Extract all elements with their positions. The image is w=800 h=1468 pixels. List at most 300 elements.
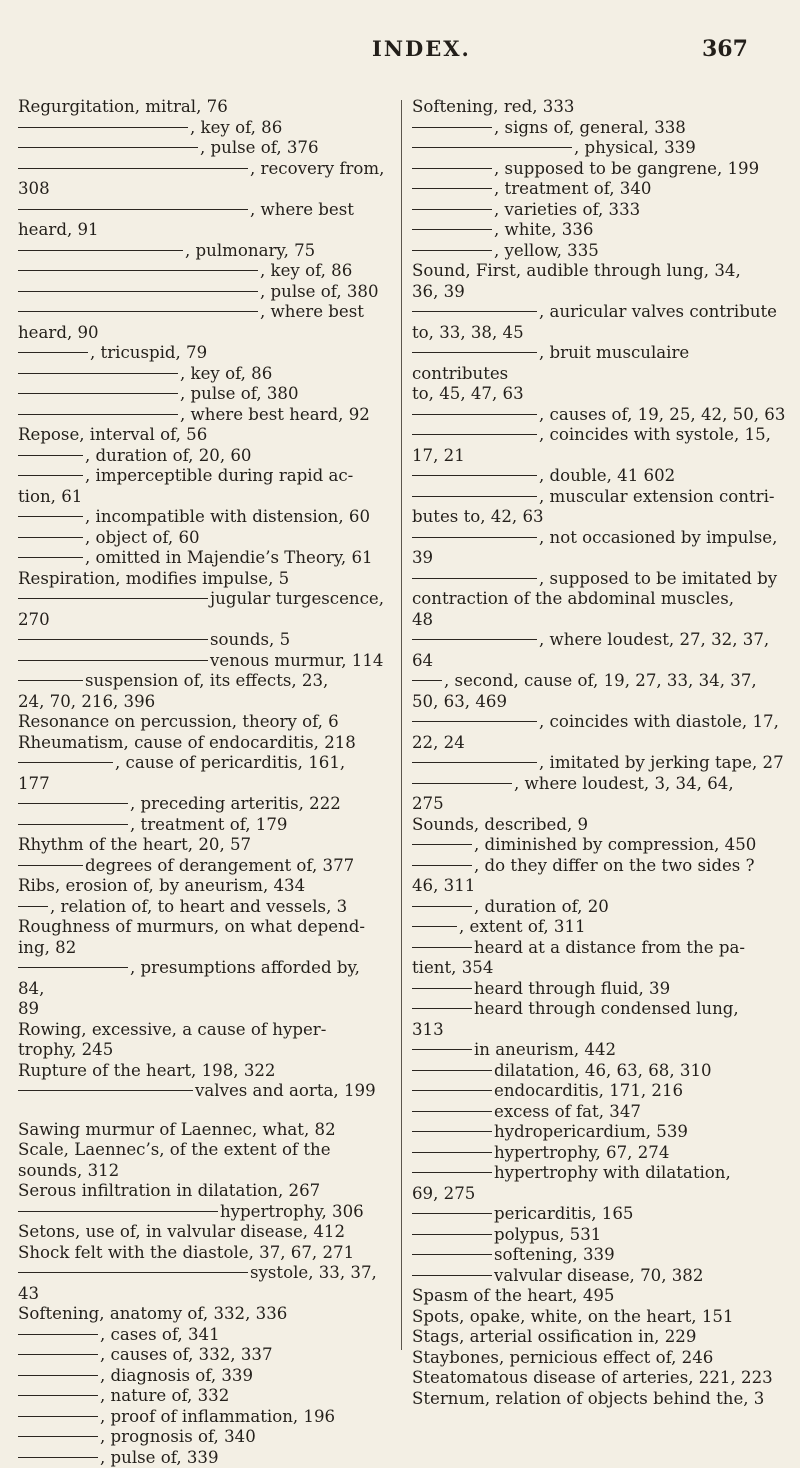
index-entry [18,917,390,938]
index-subentry [412,917,790,938]
ditto-rule [412,1131,492,1132]
entry-text: , diminished by compression, 450 [474,835,756,854]
entry-text: trophy, 245 [18,1040,113,1059]
index-subentry [412,1245,790,1266]
entry-text: 69, 275 [412,1184,475,1203]
ditto-rule [412,352,537,353]
entry-text: , bruit musculaire contributes [412,343,689,383]
ditto-rule [412,147,572,148]
ditto-rule [18,762,113,763]
entry-text: , where loudest, 27, 32, 37, 64 [412,630,769,670]
index-subentry [412,1266,790,1287]
index-entry-continuation [412,733,790,754]
ditto-rule [18,250,183,251]
entry-text: valvular disease, 70, 382 [494,1266,703,1285]
entry-text: , omitted in Majendie’s Theory, 61 [85,548,373,567]
entry-text: , proof of inflammation, 196 [100,1407,335,1426]
index-entry [18,1222,390,1243]
ditto-rule [412,414,537,415]
entry-text: polypus, 531 [494,1225,601,1244]
ditto-rule [18,1211,218,1212]
index-subentry [18,1448,390,1468]
index-subentry [412,753,790,774]
index-subentry [412,179,790,200]
index-entry-continuation [18,999,390,1020]
index-entry [412,97,790,118]
ditto-rule [412,434,537,435]
ditto-rule [412,783,512,784]
index-entry-continuation [412,794,790,815]
entry-text: tient, 354 [412,958,493,977]
entry-text: softening, 339 [494,1245,615,1264]
ditto-rule [412,1254,492,1255]
entry-text: excess of fat, 347 [494,1102,641,1121]
ditto-rule [412,475,537,476]
entry-text: Respiration, modifies impulse, 5 [18,569,289,588]
index-subentry [18,589,390,610]
entry-text: , white, 336 [494,220,593,239]
entry-text: heard through fluid, 39 [474,979,670,998]
ditto-rule [412,168,492,169]
index-entry-continuation [18,1161,390,1182]
index-subentry [18,1427,390,1448]
entry-text: Setons, use of, in valvular disease, 412 [18,1222,345,1241]
ditto-rule [18,803,128,804]
index-subentry [412,999,790,1020]
ditto-rule [18,1090,193,1091]
index-entry-continuation [412,446,790,467]
entry-text: , key of, 86 [190,118,282,137]
entry-text: , pulse of, 380 [260,282,379,301]
index-subentry [18,302,390,343]
entry-text: , treatment of, 340 [494,179,651,198]
index-entry [18,97,390,118]
entry-text: 46, 311 [412,876,475,895]
entry-text: , do they differ on the two sides ? [474,856,755,875]
entry-text: , presumptions afforded by, 84, [18,958,360,998]
index-entry [412,1307,790,1328]
index-subentry [412,630,790,671]
ditto-rule [412,209,492,210]
entry-text: Ribs, erosion of, by aneurism, 434 [18,876,305,895]
index-entry-continuation [412,1184,790,1205]
ditto-rule [18,967,128,968]
ditto-rule [18,557,83,558]
index-subentry [412,466,790,487]
index-entry [412,1286,790,1307]
entry-text: to, 33, 38, 45 [412,323,524,342]
entry-text: , prognosis of, 340 [100,1427,256,1446]
index-entry [18,569,390,590]
index-subentry [18,282,390,303]
entry-text: , causes of, 19, 25, 42, 50, 63 [539,405,785,424]
entry-text: , diagnosis of, 339 [100,1366,253,1385]
index-entry [18,876,390,897]
index-entry-continuation [18,938,390,959]
ditto-rule [18,1375,98,1376]
entry-text: , treatment of, 179 [130,815,287,834]
page-number: 367 [702,36,748,62]
index-subentry [412,979,790,1000]
entry-text: , pulmonary, 75 [185,241,315,260]
index-subentry [18,528,390,549]
entry-text: , where best heard, 91 [18,200,354,240]
index-entry [18,1120,390,1141]
index-subentry [18,1263,390,1304]
index-entry-continuation [412,589,790,610]
ditto-rule [412,988,472,989]
index-entry [18,1020,390,1041]
index-column-right [412,97,790,1409]
entry-text: butes to, 42, 63 [412,507,544,526]
entry-text: 313 [412,1020,444,1039]
index-subentry [18,466,390,487]
entry-text: , object of, 60 [85,528,200,547]
entry-text: 17, 21 [412,446,465,465]
index-subentry [412,1102,790,1123]
ditto-rule [412,1152,492,1153]
ditto-rule [18,291,258,292]
entry-text: , cases of, 341 [100,1325,220,1344]
index-subentry [18,753,390,774]
ditto-rule [18,373,178,374]
index-subentry [18,343,390,364]
entry-text: Rupture of the heart, 198, 322 [18,1061,276,1080]
index-subentry [412,1040,790,1061]
entry-text: , causes of, 332, 337 [100,1345,273,1364]
index-subentry [412,1081,790,1102]
ditto-rule [18,1395,98,1396]
entry-text: , imitated by jerking tape, 27 [539,753,784,772]
index-entry [412,815,790,836]
index-subentry [412,118,790,139]
index-subentry [18,671,390,692]
index-entry [18,1140,390,1161]
ditto-rule [412,229,492,230]
entry-text: Roughness of murmurs, on what depend- [18,917,365,936]
entry-text: , muscular extension contri- [539,487,775,506]
ditto-rule [18,475,83,476]
entry-text: to, 45, 47, 63 [412,384,524,403]
index-subentry [18,405,390,426]
entry-text: degrees of derangement of, 377 [85,856,354,875]
entry-text: Shock felt with the diastole, 37, 67, 271 [18,1243,354,1262]
entry-text: Sound, First, audible through lung, 34, [412,261,741,280]
index-subentry [18,1081,390,1102]
index-subentry [412,405,790,426]
entry-text: , yellow, 335 [494,241,599,260]
index-entry [18,425,390,446]
ditto-rule [18,598,208,599]
entry-text: 48 [412,610,433,629]
index-entry [18,835,390,856]
index-subentry [412,1204,790,1225]
index-subentry [18,1366,390,1387]
ditto-rule [18,1354,98,1355]
index-subentry [18,364,390,385]
entry-text: , physical, 339 [574,138,696,157]
ditto-rule [18,680,83,681]
entry-text: ing, 82 [18,938,76,957]
entry-text: contraction of the abdominal muscles, [412,589,734,608]
index-entry-continuation [18,610,390,631]
entry-text: 24, 70, 216, 396 [18,692,155,711]
entry-text: in aneurism, 442 [474,1040,616,1059]
entry-text: Resonance on percussion, theory of, 6 [18,712,339,731]
index-subentry [18,241,390,262]
entry-text: 50, 63, 469 [412,692,507,711]
entry-text: , not occasioned by impulse, [539,528,777,547]
index-subentry [18,1325,390,1346]
index-entry-continuation [18,487,390,508]
ditto-rule [412,1070,492,1071]
entry-text: 22, 24 [412,733,465,752]
entry-text: venous murmur, 114 [210,651,383,670]
entry-text: , incompatible with distension, 60 [85,507,370,526]
ditto-rule [18,127,188,128]
section-gap [18,1102,390,1120]
index-entry [412,1348,790,1369]
index-subentry [412,1163,790,1184]
entry-text: 177 [18,774,50,793]
entry-text: , preceding arteritis, 222 [130,794,341,813]
index-entry-continuation [412,548,790,569]
index-entry-continuation [18,774,390,795]
ditto-rule [412,639,537,640]
ditto-rule [412,762,537,763]
entry-text: 39 [412,548,433,567]
ditto-rule [18,311,258,312]
entry-text: 270 [18,610,50,629]
ditto-rule [18,455,83,456]
ditto-rule [412,1234,492,1235]
ditto-rule [412,1172,492,1173]
entry-text: , key of, 86 [260,261,352,280]
entry-text: Rhythm of the heart, 20, 57 [18,835,251,854]
index-subentry [412,1061,790,1082]
entry-text: Stags, arterial ossification in, 229 [412,1327,696,1346]
entry-text: hypertrophy, 67, 274 [494,1143,669,1162]
index-subentry [18,651,390,672]
ditto-rule [412,1008,472,1009]
entry-text: Sawing murmur of Laennec, what, 82 [18,1120,336,1139]
index-subentry [412,200,790,221]
ditto-rule [18,660,208,661]
entry-text: Softening, anatomy of, 332, 336 [18,1304,287,1323]
ditto-rule [412,537,537,538]
index-entry [18,1243,390,1264]
entry-text: suspension of, its effects, 23, [85,671,328,690]
ditto-rule [18,865,83,866]
entry-text: , where best heard, 92 [180,405,370,424]
entry-text: , supposed to be gangrene, 199 [494,159,759,178]
ditto-rule [412,311,537,312]
index-subentry [18,118,390,139]
ditto-rule [412,865,472,866]
index-entry-continuation [412,1020,790,1041]
entry-text: Sternum, relation of objects behind the, 3 [412,1389,764,1408]
index-entry [412,1389,790,1410]
entry-text: , cause of pericarditis, 161, [115,753,345,772]
index-entry [412,1368,790,1389]
index-subentry [18,1386,390,1407]
index-entry [412,261,790,282]
entry-text: , coincides with diastole, 17, [539,712,779,731]
entry-text: sounds, 5 [210,630,290,649]
index-entry-continuation [412,876,790,897]
index-entry-continuation [412,958,790,979]
entry-text: , extent of, 311 [459,917,586,936]
index-entry-continuation [412,384,790,405]
index-subentry [18,507,390,528]
index-subentry [18,856,390,877]
entry-text: , auricular valves contribute [539,302,777,321]
entry-text: , varieties of, 333 [494,200,640,219]
entry-text: Sounds, described, 9 [412,815,588,834]
ditto-rule [412,1111,492,1112]
entry-text: Scale, Laennec’s, of the extent of the [18,1140,331,1159]
index-entry-continuation [412,610,790,631]
index-subentry [412,159,790,180]
index-subentry [18,897,390,918]
entry-text: endocarditis, 171, 216 [494,1081,683,1100]
index-entry-continuation [412,282,790,303]
entry-text: , duration of, 20, 60 [85,446,251,465]
index-subentry [412,302,790,323]
ditto-rule [18,1436,98,1437]
entry-text: Serous infiltration in dilatation, 267 [18,1181,320,1200]
entry-text: , second, cause of, 19, 27, 33, 34, 37, [444,671,757,690]
index-entry-continuation [18,692,390,713]
entry-text: , signs of, general, 338 [494,118,686,137]
index-subentry [412,220,790,241]
entry-text: , pulse of, 339 [100,1448,219,1467]
entry-text: Repose, interval of, 56 [18,425,207,444]
index-subentry [412,1143,790,1164]
ditto-rule [18,906,48,907]
ditto-rule [412,1275,492,1276]
ditto-rule [412,127,492,128]
ditto-rule [18,168,248,169]
ditto-rule [412,250,492,251]
entry-text: valves and aorta, 199 [195,1081,376,1100]
index-subentry [412,241,790,262]
index-subentry [412,774,790,795]
ditto-rule [18,352,88,353]
entry-text: 89 [18,999,39,1018]
index-subentry [18,200,390,241]
index-subentry [412,569,790,590]
entry-text: , supposed to be imitated by [539,569,777,588]
ditto-rule [18,1416,98,1417]
entry-text: systole, 33, 37, 43 [18,1263,377,1303]
index-subentry [18,159,390,200]
index-subentry [412,138,790,159]
ditto-rule [18,516,83,517]
index-subentry [412,487,790,508]
entry-text: , where best heard, 90 [18,302,364,342]
entry-text: , coincides with systole, 15, [539,425,771,444]
index-subentry [18,138,390,159]
ditto-rule [412,188,492,189]
entry-text: heard through condensed lung, [474,999,739,1018]
index-subentry [18,815,390,836]
index-entry [412,1327,790,1348]
index-subentry [18,794,390,815]
entry-text: tion, 61 [18,487,82,506]
entry-text: Spots, opake, white, on the heart, 151 [412,1307,734,1326]
index-subentry [18,548,390,569]
ditto-rule [412,926,457,927]
index-subentry [412,897,790,918]
ditto-rule [412,844,472,845]
entry-text: , where loudest, 3, 34, 64, [514,774,734,793]
page-header [0,36,800,70]
index-entry [18,1181,390,1202]
ditto-rule [412,578,537,579]
index-subentry [18,630,390,651]
entry-text: , duration of, 20 [474,897,609,916]
ditto-rule [18,824,128,825]
ditto-rule [18,414,178,415]
index-subentry [412,835,790,856]
entry-text: dilatation, 46, 63, 68, 310 [494,1061,712,1080]
entry-text: , recovery from, 308 [18,159,384,199]
index-entry-continuation [412,507,790,528]
index-subentry [18,446,390,467]
entry-text: Regurgitation, mitral, 76 [18,97,228,116]
ditto-rule [18,393,178,394]
index-entry [18,733,390,754]
index-entry-continuation [18,1040,390,1061]
entry-text: Steatomatous disease of arteries, 221, 223 [412,1368,773,1387]
ditto-rule [412,1090,492,1091]
ditto-rule [18,209,248,210]
index-column-left [18,97,390,1468]
index-subentry [412,938,790,959]
index-subentry [412,1122,790,1143]
ditto-rule [412,721,537,722]
ditto-rule [18,147,198,148]
entry-text: Staybones, pernicious effect of, 246 [412,1348,713,1367]
ditto-rule [18,1334,98,1335]
ditto-rule [18,639,208,640]
entry-text: pericarditis, 165 [494,1204,633,1223]
entry-text: Rowing, excessive, a cause of hyper- [18,1020,326,1039]
entry-text: hydropericardium, 539 [494,1122,688,1141]
entry-text: , pulse of, 380 [180,384,299,403]
entry-text: hypertrophy, 306 [220,1202,364,1221]
entry-text: Spasm of the heart, 495 [412,1286,615,1305]
entry-text: , relation of, to heart and vessels, 3 [50,897,347,916]
entry-text: , imperceptible during rapid ac- [85,466,353,485]
ditto-rule [412,1213,492,1214]
entry-text: sounds, 312 [18,1161,119,1180]
ditto-rule [18,537,83,538]
entry-text: Rheumatism, cause of endocarditis, 218 [18,733,356,752]
ditto-rule [18,1457,98,1458]
index-subentry [412,343,790,384]
index-subentry [412,856,790,877]
entry-text: heard at a distance from the pa- [474,938,745,957]
entry-text: jugular turgescence, [210,589,384,608]
ditto-rule [412,1049,472,1050]
index-subentry [18,261,390,282]
index-subentry [412,528,790,549]
entry-text: , pulse of, 376 [200,138,319,157]
ditto-rule [412,680,442,681]
entry-text: 36, 39 [412,282,465,301]
